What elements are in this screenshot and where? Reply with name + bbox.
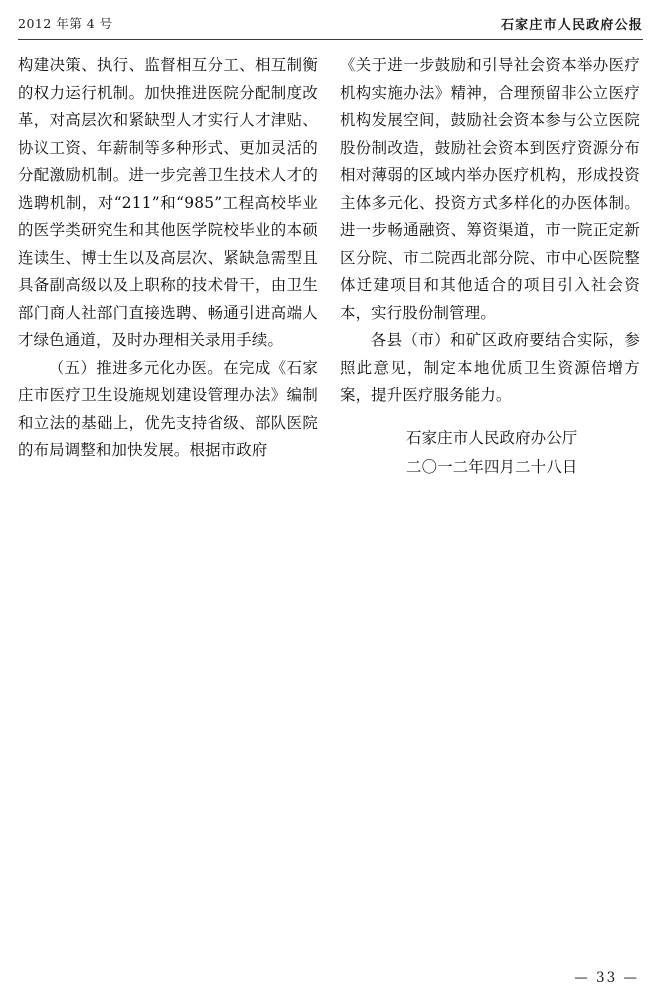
signature-organization: 石家庄市人民政府办公厅 [406,428,578,447]
column-left [18,52,318,482]
signature-date: 二〇一二年四月二十八日 [406,457,578,476]
two-column-body [18,52,643,482]
page-number: — 33 — [574,970,639,986]
column-right [340,52,640,482]
page-header [18,14,643,40]
header-issue-label: 2012 年第 4 号 [18,16,113,31]
paragraph: 各县（市）和矿区政府要结合实际，参照此意见，制定本地优质卫生资源倍增方案，提升医疗服务能力。 [340,331,640,404]
paragraph: （五）推进多元化办医。在完成《石家庄市医疗卫生设施规划建设管理办法》编制和立法的基础上，优先支持省级、部队医院的布局调整和加快发展。根据市政府 [18,358,318,459]
header-publication-title: 石家庄市人民政府公报 [500,18,643,33]
signature-block [340,424,640,482]
paragraph: 《关于进一步鼓励和引导社会资本举办医疗机构实施办法》精神，合理预留非公立医疗机构发展空间，鼓励社会资本参与公立医院股份制改造，鼓励社会资本到医疗资源分布相对薄弱的区域内举办医疗机构，形成投资主体多元化、投资方式多样化的办医体制。进一步畅通融资、筹资渠道，市一院正定新区分院、市二院西北部分院、市中心医院整体迁建项目和其他适合的项目引入社会资本，实行股份制管理。 [340,56,640,322]
paragraph: 构建决策、执行、监督相互分工、相互制衡的权力运行机制。加快推进医院分配制度改革，对高层次和紧缺型人才实行人才津贴、协议工资、年薪制等多种形式、更加灵活的分配激励机制。进一步完善卫生技术人才的选聘机制，对“211”和“985”工程高校毕业的医学类研究生和其他医学院校毕业的本硕连读生、博士生以及高层次、紧缺急需型且具备副高级以及上职称的技术骨干，由卫生部门商人社部门直接选聘、畅通引进高端人才绿色通道，及时办理相关录用手续。 [18,56,318,349]
